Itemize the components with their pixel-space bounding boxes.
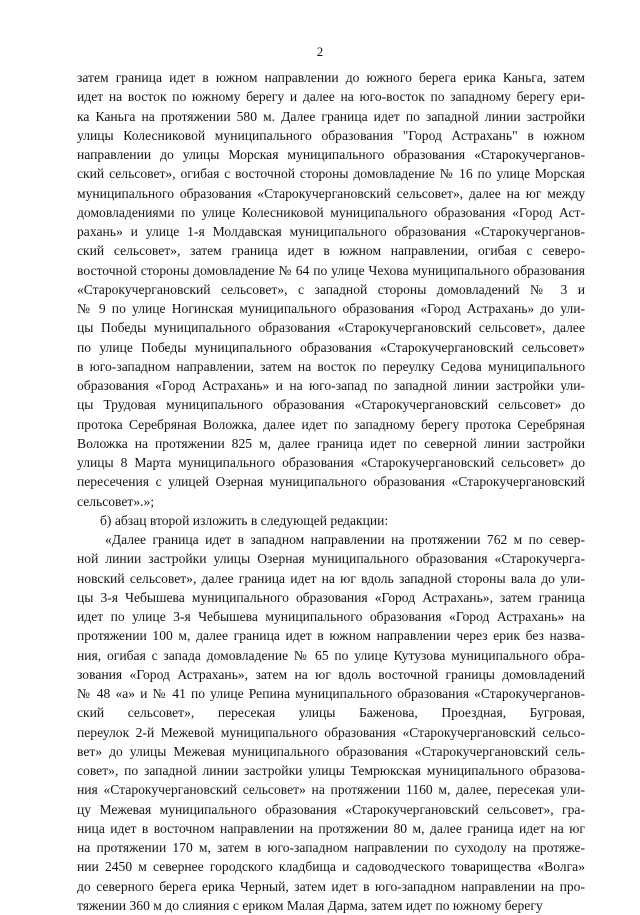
paragraph-heading: б) абзац второй изложить в следующей редакции: xyxy=(100,512,389,528)
text-line: улицы 8 Марта муниципального образования «Старокучергановский сельсовет» до xyxy=(77,455,585,470)
text-line: цу Межевая муниципального образования «Старокучергановский сельсовет», гра- xyxy=(77,801,585,817)
text-line: ский сельсовет», затем граница идет в южном направлении, огибая с северо- xyxy=(77,243,585,259)
page-number: 2 xyxy=(316,44,324,59)
text-line: № 9 по улице Ногинская муниципального образования «Город Астрахань» до ули- xyxy=(77,301,585,316)
text-line: «Старокучергановский сельсовет», с западной стороны домовладений № 3 и xyxy=(77,281,585,297)
text-line: улицы Колесниковой муниципального образования "Город Астрахань" в южном xyxy=(77,127,585,143)
text-line: восточной стороны домовладение № 64 по улице Чехова муниципального образования xyxy=(77,262,585,278)
text-line: нии 2450 м севернее городского кладбища и садоводческого товарищества «Волга» xyxy=(77,859,585,875)
text-line: идет по улице 3-я Чебышева муниципального образования «Город Астрахань» на xyxy=(77,609,585,624)
text-line: Воложка на протяжении 825 м, далее граница идет по северной линии застройки xyxy=(77,435,585,451)
text-line: ница идет в восточном направлении на протяжении 80 м, далее граница идет на юг xyxy=(77,820,585,836)
text-line: пересечения с улицей Озерная муниципального образования «Старокучергановский xyxy=(77,474,585,490)
text-line: зования «Город Астрахань», затем на юг вдоль восточной границы домовладений xyxy=(77,666,585,682)
text-line: на протяжении 170 м, затем в юго-западном направлении по суходолу на протяже- xyxy=(77,840,585,855)
text-line: совет», по западной линии застройки улицы Темрюкская муниципального образова- xyxy=(77,763,585,778)
text-line: тяжении 360 м до слияния с ериком Малая Дарма, затем идет по южному берегу xyxy=(77,897,543,913)
text-line: цы Победы муниципального образования «Старокучергановский сельсовет», далее xyxy=(77,320,585,336)
text-line: ский сельсовет», огибая с восточной стороны домовладение № 16 по улице Морская xyxy=(77,166,585,182)
text-line: ной линии застройки улицы Озерная муниципального образования «Старокучерга- xyxy=(77,551,585,567)
text-line: ния «Старокучергановский сельсовет» на протяжении 1160 м, далее, пересекая ули- xyxy=(77,782,585,798)
text-line: цы 3-я Чебышева муниципального образования «Город Астрахань», затем граница xyxy=(77,589,585,605)
text-line: сельсовет».»; xyxy=(77,493,155,509)
text-line: протока Серебряная Воложка, далее идет по западному берегу протока Серебряная xyxy=(77,416,585,432)
text-line: ка Каньга на протяжении 580 м. Далее граница идет по западной линии застройки xyxy=(77,108,585,124)
text-line: новский сельсовет», далее граница идет на юг вдоль западной стороны вала до ули- xyxy=(77,570,585,586)
text-line: «Далее граница идет в западном направлении на протяжении 762 м по север- xyxy=(105,532,585,547)
text-line: затем граница идет в южном направлении до южного берега ерика Каньга, затем xyxy=(77,70,585,85)
text-line: ния, огибая с запада домовладение № 65 по улице Кутузова муниципального обра- xyxy=(77,647,585,663)
text-line: домовладениями по улице Колесниковой муниципального образования «Город Аст- xyxy=(77,204,585,220)
text-line: идет на восток по южному берегу и далее на юго-восток по западному берегу ери- xyxy=(77,89,585,105)
text-line: образования «Город Астрахань» и на юго-запад по западной линии застройки ули- xyxy=(77,378,585,393)
text-line: до северного берега ерика Черный, затем идет в юго-западном направлении на про- xyxy=(77,878,585,894)
text-line: по улице Победы муниципального образования «Старокучергановский сельсовет» xyxy=(77,339,585,355)
text-line: протяжении 100 м, далее граница идет в южном направлении через ерик без назва- xyxy=(77,628,585,644)
text-line: переулок 2-й Межевой муниципального образования «Старокучергановский сельсо- xyxy=(77,724,585,740)
text-line: в юго-западном направлении, затем на восток по переулку Седова муниципального xyxy=(77,358,585,374)
text-line: направлении до улицы Морская муниципального образования «Старокучерганов- xyxy=(77,147,585,162)
text-line: муниципального образования «Старокучергановский сельсовет», далее на юг между xyxy=(77,185,585,201)
text-line: вет» до улицы Межевая муниципального образования «Старокучергановский сель- xyxy=(77,743,585,759)
text-line: цы Трудовая муниципального образования «Старокучергановский сельсовет» до xyxy=(77,397,585,413)
text-line: рахань» и улице 1-я Молдавская муниципального образования «Старокучерганов- xyxy=(77,224,585,239)
body-text xyxy=(77,68,585,915)
text-line: № 48 «а» и № 41 по улице Репина муниципального образования «Старокучерганов- xyxy=(77,686,585,701)
text-line: ский сельсовет», пересекая улицы Баженова, Проездная, Бугровая, xyxy=(77,705,585,721)
